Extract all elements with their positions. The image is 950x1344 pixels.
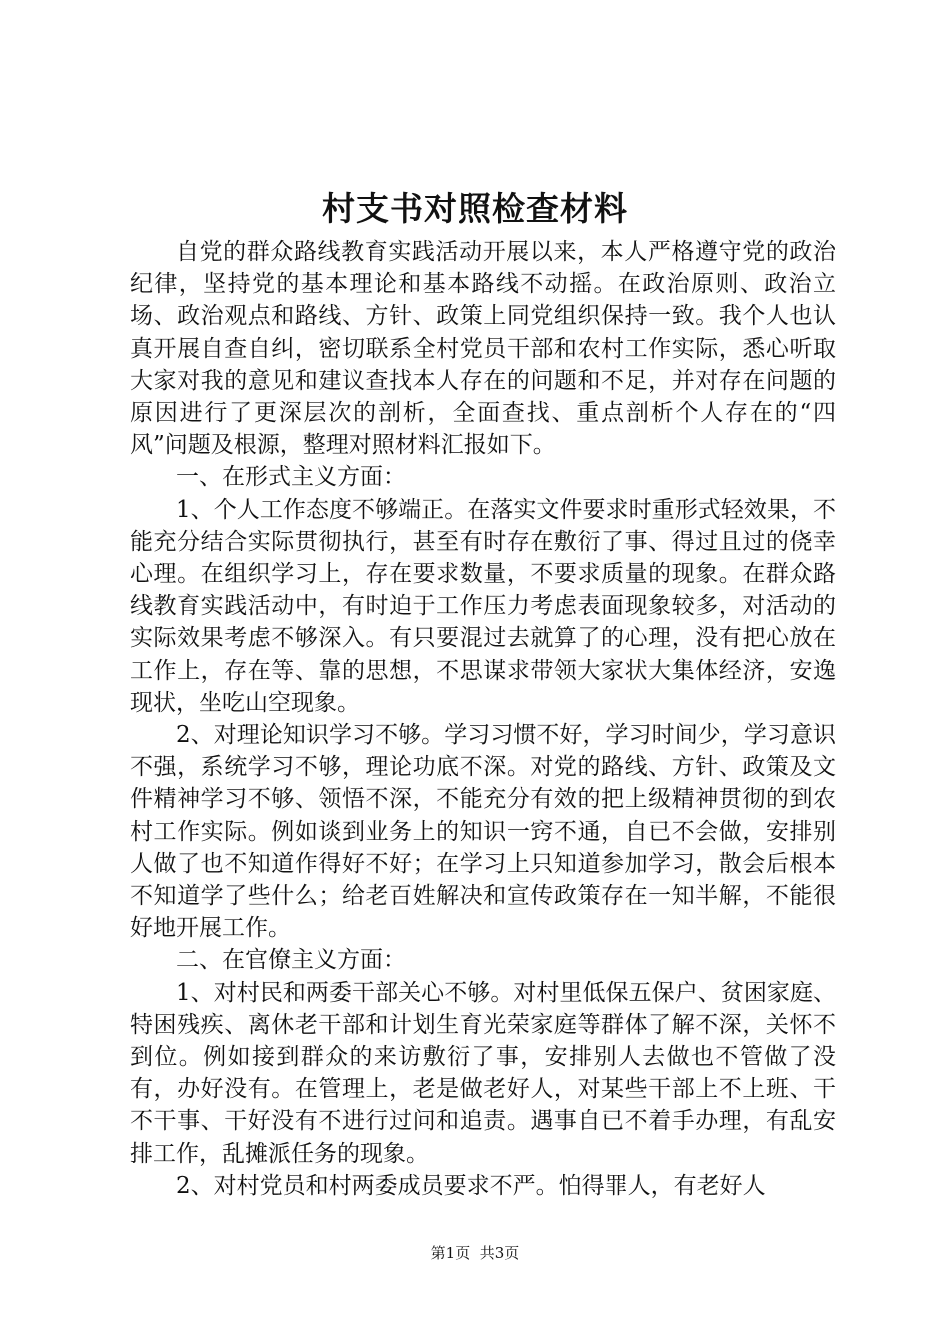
page-number: 第1页: [430, 1244, 471, 1262]
section-heading-bureaucratism: 二、在官僚主义方面：: [176, 947, 406, 974]
paragraph-formalism-1: 1、个人工作态度不够端正。在落实文件要求时重形式轻效果，不能充分结合实际贯彻执行，甚至有时存在敷衍了事、得过且过的侥幸心理。在组织学习上，存在要求数量，不要求质量的现象。在群众路线教育实践活动中，有时迫于工作压力考虑表面现象较多，对活动的实际效果考虑不够深入。有只要混过去就算了的心理，没有把心放在工作上，存在等、靠的思想，不思谋求带领大家状大集体经济，安逸现状，坐吃山空现象。: [130, 496, 836, 716]
paragraph-formalism-2: 2、对理论知识学习不够。学习习惯不好，学习时间少，学习意识不强，系统学习不够，理论功底不深。对党的路线、方针、政策及文件精神学习不够、领悟不深，不能充分有效的把上级精神贯彻的到农村工作实际。例如谈到业务上的知识一窍不通，自已不会做，安排别人做了也不知道作得好不好；在学习上只知道参加学习，散会后根本不知道学了些什么；给老百姓解决和宣传政策存在一知半解，不能很好地开展工作。: [130, 722, 836, 942]
document-title: 村支书对照检查材料: [322, 189, 628, 228]
page-footer: [0, 1243, 950, 1263]
document-body: [130, 236, 836, 1202]
paragraph-intro: 自党的群众路线教育实践活动开展以来，本人严格遵守党的政治纪律，坚持党的基本理论和基本路线不动摇。在政治原则、政治立场、政治观点和路线、方针、政策上同党组织保持一致。我个人也认真开展自查自纠，密切联系全村党员干部和农村工作实际，悉心听取大家对我的意见和建议查找本人存在的问题和不足，并对存在问题的原因进行了更深层次的剖析，全面查找、重点剖析个人存在的“四风”问题及根源，整理对照材料汇报如下。: [130, 239, 836, 459]
section-heading-formalism: 一、在形式主义方面：: [176, 464, 406, 491]
paragraph-bureaucratism-2: 2、对村党员和村两委成员要求不严。怕得罪人，有老好人: [176, 1172, 766, 1199]
paragraph-bureaucratism-1: 1、对村民和两委干部关心不够。对村里低保五保户、贫困家庭、特困残疾、离休老干部和计划生育光荣家庭等群体了解不深，关怀不到位。例如接到群众的来访敷衍了事，安排别人去做也不管做了没有，办好没有。在管理上，老是做老好人，对某些干部上不上班、干不干事、干好没有不进行过问和追责。遇事自已不着手办理，有乱安排工作，乱摊派任务的现象。: [130, 979, 836, 1167]
page-total: 共3页: [479, 1244, 520, 1262]
